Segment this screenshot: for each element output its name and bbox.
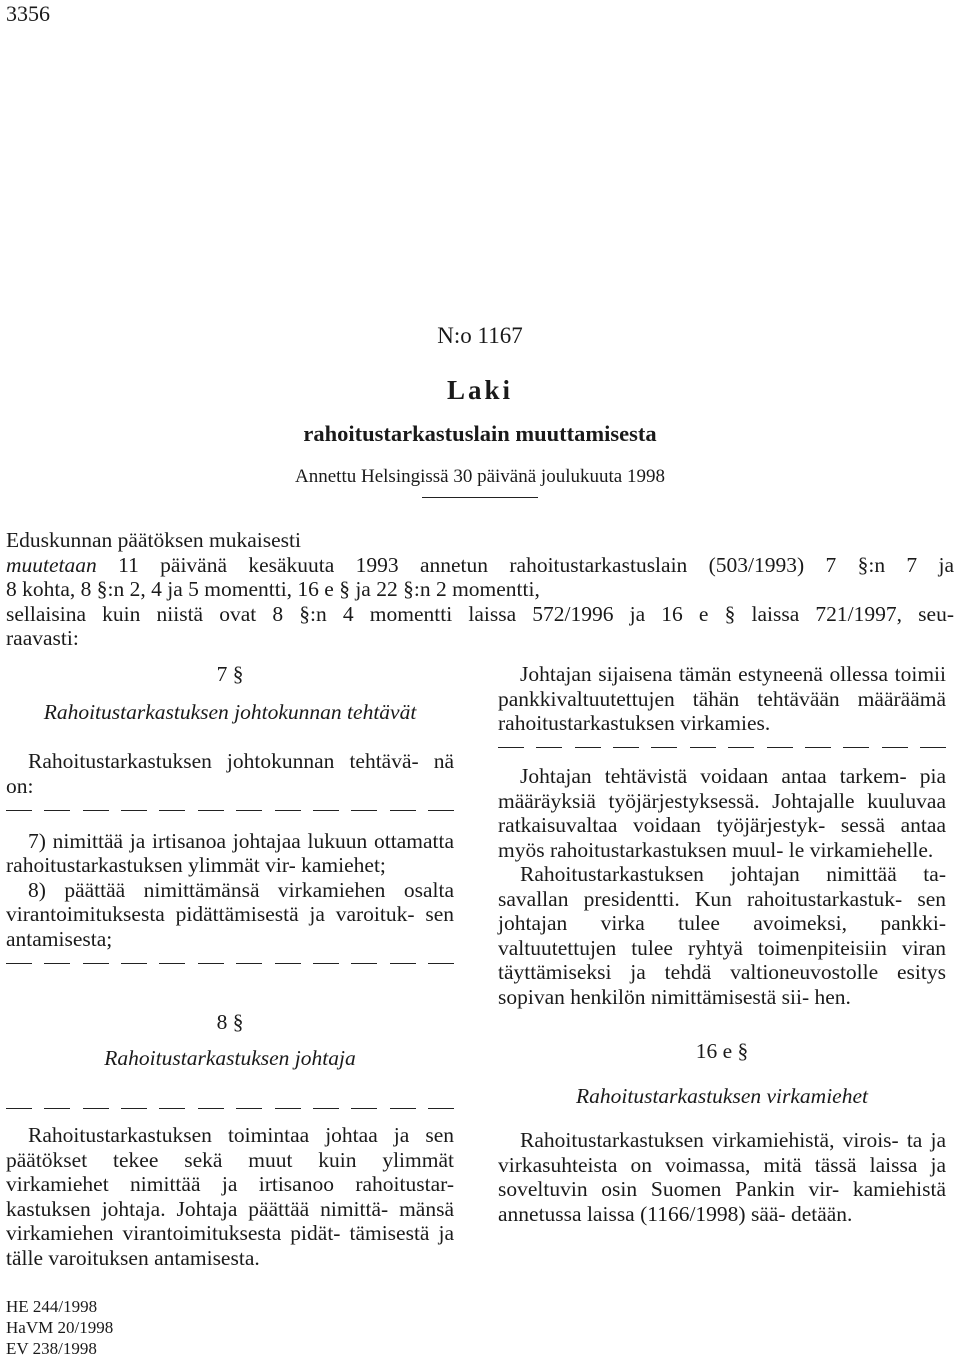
- law-number: N:o 1167: [437, 323, 523, 348]
- section-8-number: 8 §: [216, 1009, 244, 1034]
- omission-dashes: [498, 736, 946, 761]
- section-8-paragraph-4: Johtajan tehtävistä voidaan antaa tarkem- pia määräyksiä työjärjestyksessä. Johtajalle kuuluvaa ratkaisuvaltaa voidaan työjärjestyk- sessä antaa myös rahoitustarkastuksen muul- le virkamiehelle.: [498, 764, 946, 862]
- section-7-intro: Rahoitustarkastuksen johtokunnan tehtävä- nä on:: [6, 749, 454, 798]
- preamble-line-1: Eduskunnan päätöksen mukaisesti: [6, 528, 301, 552]
- omission-dashes: [6, 798, 454, 823]
- preamble: [6, 528, 954, 651]
- omission-dashes: [6, 1097, 454, 1122]
- enactment-line: Annettu Helsingissä 30 päivänä joulukuuta 1998: [295, 466, 665, 487]
- section-16e-title: Rahoitustarkastuksen virkamiehet: [576, 1083, 868, 1108]
- page-number: 3356: [6, 1, 50, 26]
- law-type-heading: Laki: [446, 375, 514, 405]
- section-16e-number: 16 e §: [695, 1039, 749, 1063]
- section-8-title: Rahoitustarkastuksen johtaja: [104, 1046, 356, 1070]
- legislative-references: [6, 1296, 113, 1359]
- right-column: [498, 662, 946, 1226]
- preamble-line-2: [6, 553, 954, 578]
- section-7-item-7: 7) nimittää ja irtisanoa johtajaa lukuun ottamatta rahoitustarkastuksen ylimmät vir- kamiehet;: [6, 828, 454, 877]
- section-7-item-8: 8) päättää nimittämänsä virkamiehen osalta virantoimituksesta pidättämisestä ja varoituk- sen antamisesta;: [6, 877, 454, 951]
- section-16e-body: Rahoitustarkastuksen virkamiehistä, virois- ta ja virkasuhteista on voimassa, mitä tässä laissa ja soveltuvin osin Suomen Pankin vir- kamiehistä annetussa laissa (1166/1998) sää- detään.: [498, 1128, 946, 1226]
- preamble-line-2-text: 11 päivänä kesäkuuta 1993 annetun rahoitustarkastuslain (503/1993) 7 §:n 7 ja: [96, 552, 954, 577]
- footnote-ev: EV 238/1998: [6, 1339, 97, 1358]
- section-8-paragraph-5: Rahoitustarkastuksen johtajan nimittää ta- savallan presidentti. Kun rahoitustarkastuk- sen johtajan virka tulee avoimeksi, pankki- valtuutettujen tulee ryhtyä toimenpiteisiin viran täyttämiseksi ja tehdä valtioneuvostolle esitys sopivan henkilön nimittämisestä sii- hen.: [498, 862, 946, 1009]
- footnote-he: HE 244/1998: [6, 1297, 98, 1316]
- section-8-paragraph-3: Johtajan sijaisena tämän estyneenä ollessa toimii pankkivaltuutettujen tähän tehtävään määräämä rahoitustarkastuksen virkamies.: [498, 662, 946, 735]
- section-8-paragraph-2: Rahoitustarkastuksen toimintaa johtaa ja sen päätökset tekee sekä muut kuin ylimmät virkamiehet nimittää ja irtisanoo rahoitustar- kastuksen johtaja. Johtaja päättää nimittä- mänsä virkamiehen virantoimituksesta pidät- tämisestä ja tälle varoituksen antamisesta.: [6, 1123, 454, 1270]
- section-7-title: Rahoitustarkastuksen johtokunnan tehtävät: [43, 699, 417, 724]
- title-divider: [422, 497, 538, 498]
- left-column: [6, 662, 454, 1270]
- preamble-verb: muutetaan: [6, 552, 97, 577]
- preamble-line-4: sellaisina kuin niistä ovat 8 §:n 4 momentti laissa 572/1996 ja 16 e § laissa 721/1997, seu-: [6, 601, 954, 626]
- section-7-number: 7 §: [216, 662, 244, 686]
- law-title: rahoitustarkastuslain muuttamisesta: [303, 421, 657, 446]
- footnote-havm: HaVM 20/1998: [6, 1318, 114, 1337]
- preamble-line-3: 8 kohta, 8 §:n 2, 4 ja 5 momentti, 16 e § ja 22 §:n 2 momentti,: [6, 577, 540, 601]
- omission-dashes: [6, 951, 454, 976]
- preamble-line-5: raavasti:: [6, 626, 79, 650]
